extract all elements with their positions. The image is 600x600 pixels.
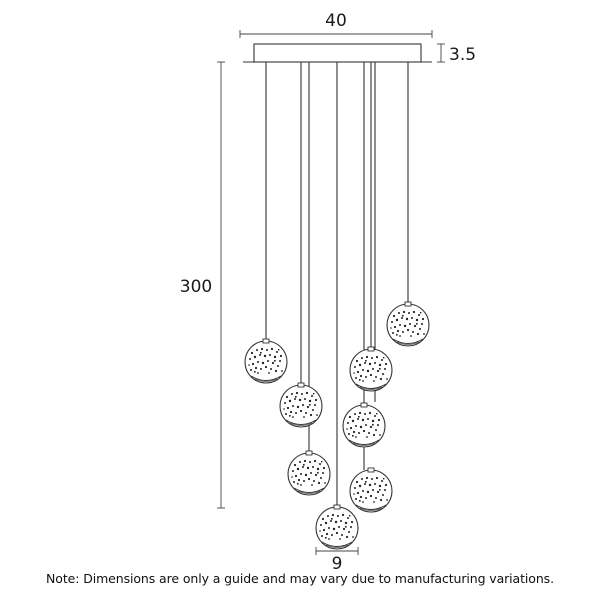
pendant-cords xyxy=(266,62,408,508)
pendant-shade xyxy=(387,302,429,346)
pendant-shade xyxy=(316,505,358,549)
overall-drop-label: 300 xyxy=(179,277,213,297)
canopy xyxy=(254,44,421,62)
pendant-shade xyxy=(288,451,330,495)
pendant-shade xyxy=(280,383,322,427)
canopy-height-label: 3.5 xyxy=(449,45,477,65)
pendant-shade xyxy=(350,468,392,512)
shade-diameter-label: 9 xyxy=(331,554,343,574)
canopy-width-label: 40 xyxy=(325,11,347,31)
pendant-shade xyxy=(350,347,392,391)
dimensions-note: Note: Dimensions are only a guide and may vary due to manufacturing variations. xyxy=(46,571,554,586)
pendant-shade xyxy=(245,339,287,383)
pendant-shade xyxy=(343,403,385,447)
